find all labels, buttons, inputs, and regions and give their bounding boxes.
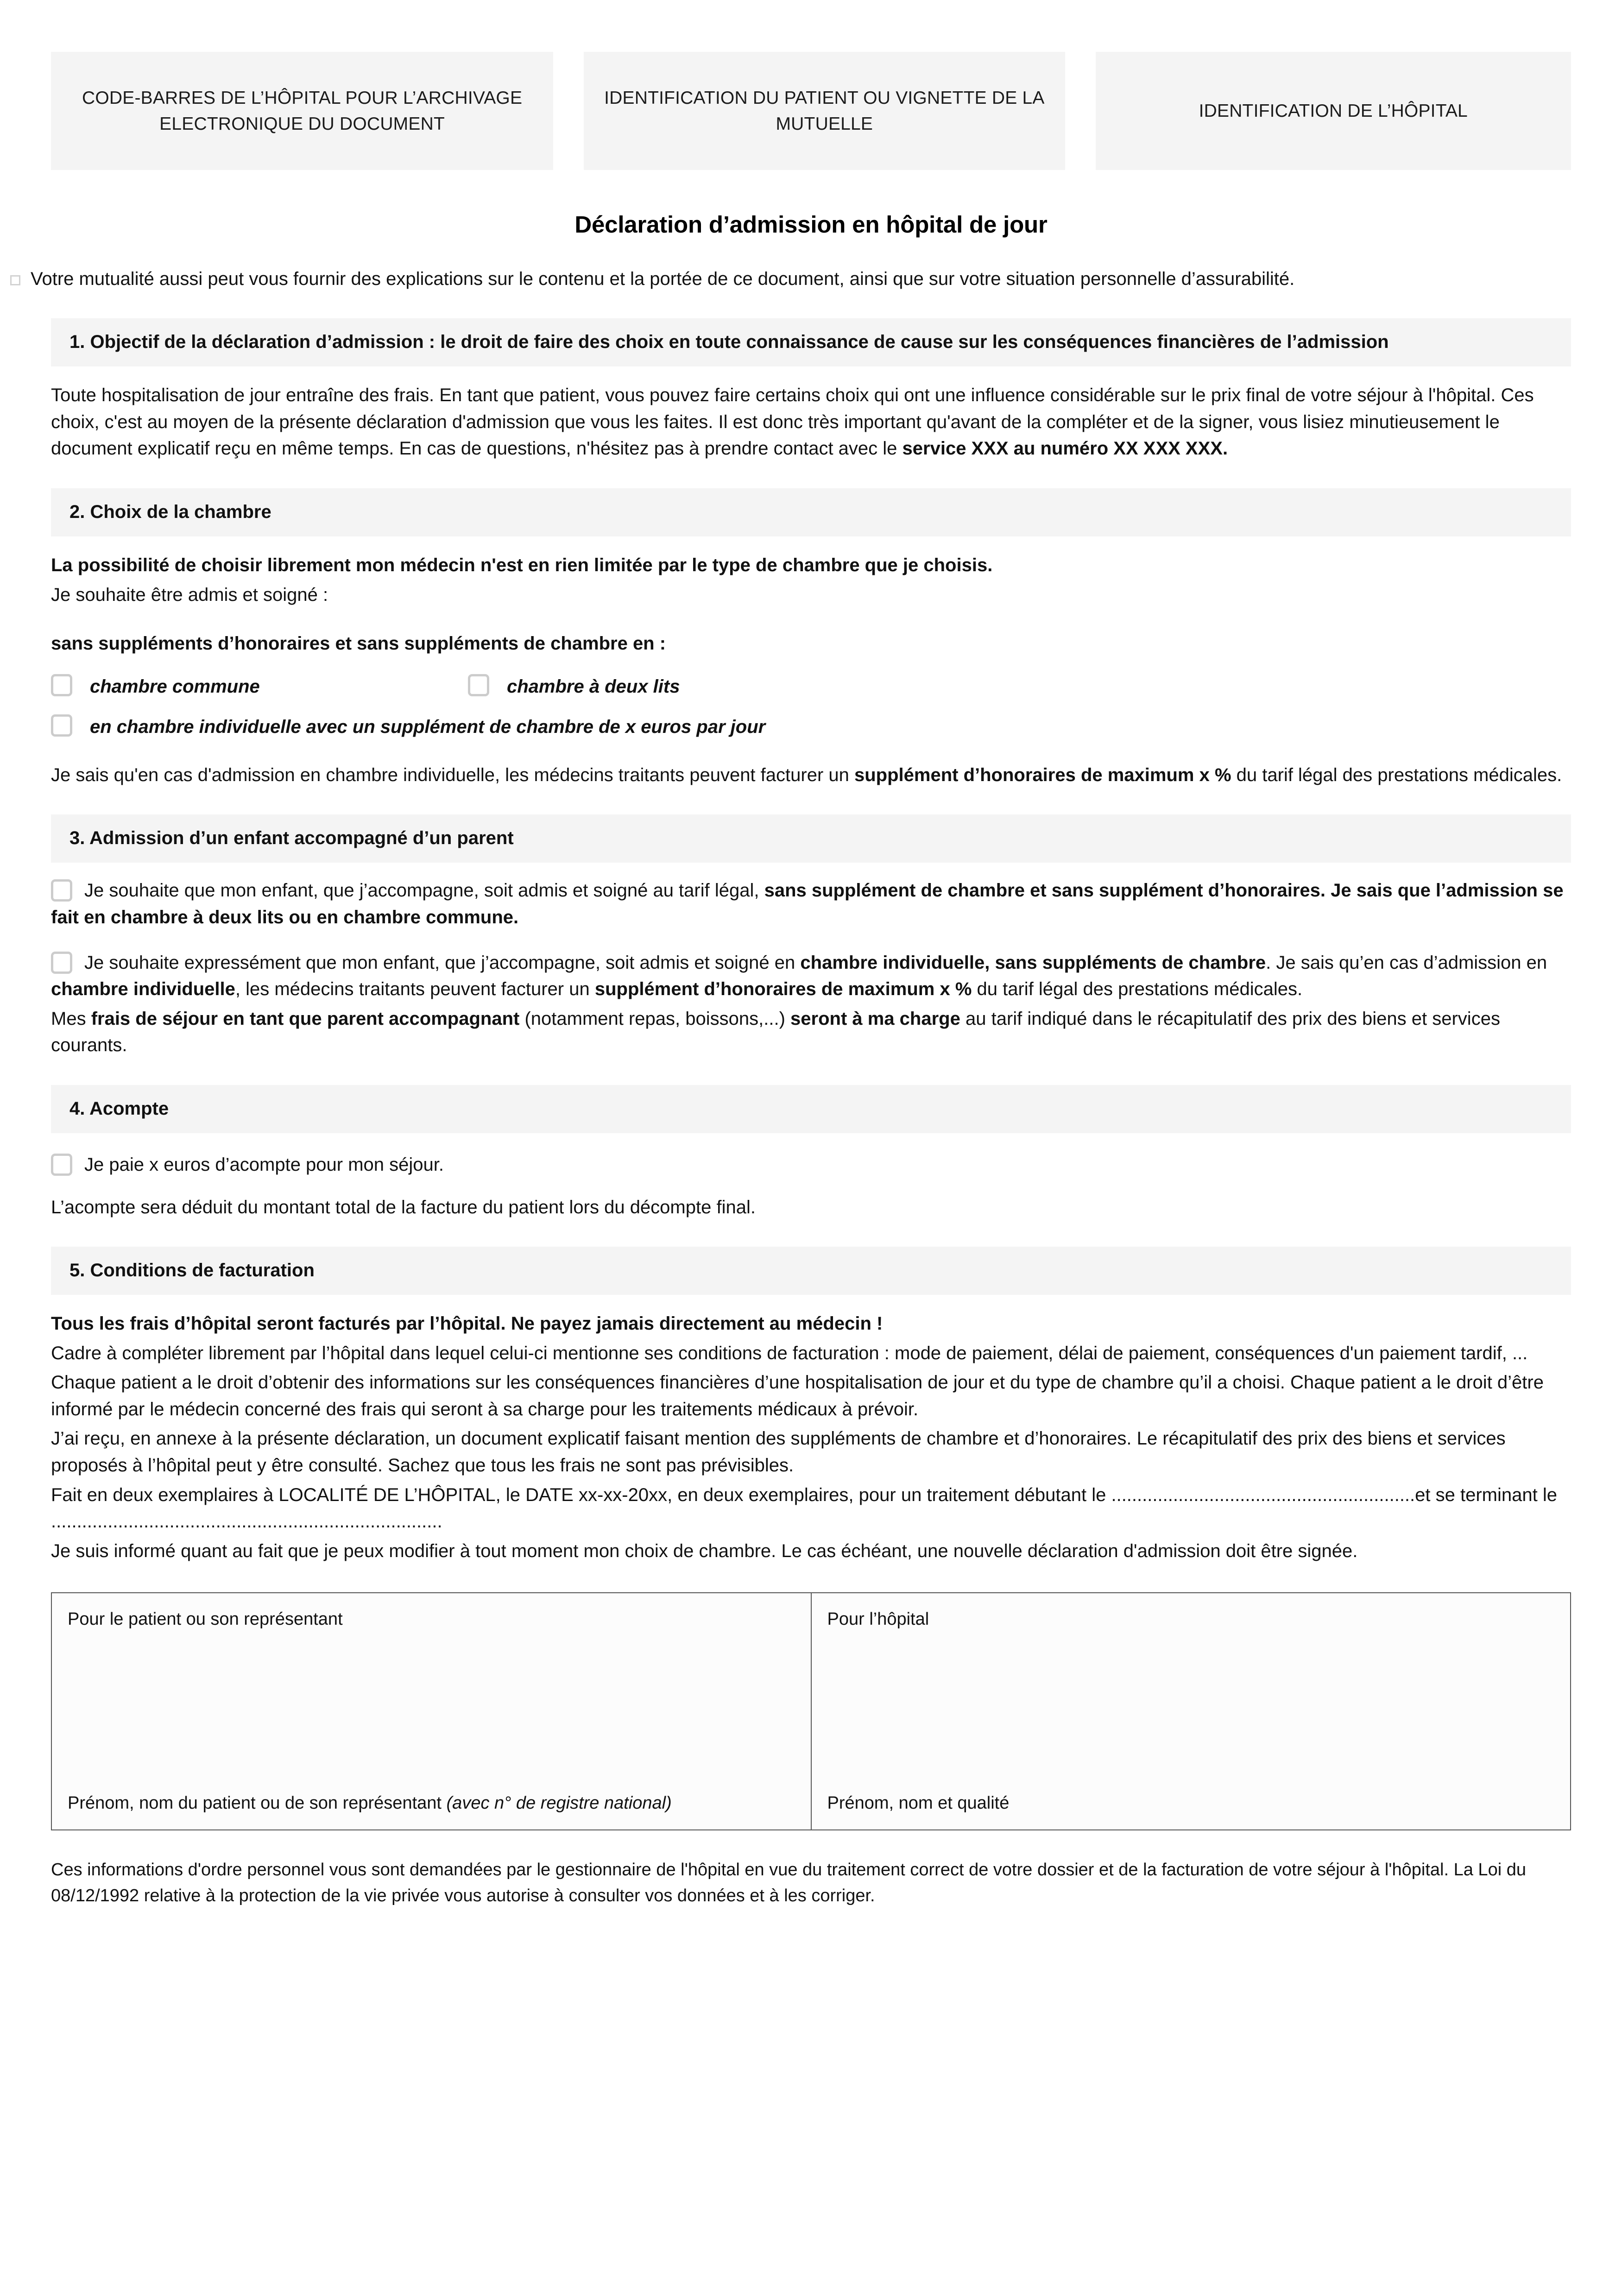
section-1-heading xyxy=(69,328,1553,355)
hospital-identification-label: IDENTIFICATION DE L’HÔPITAL xyxy=(1199,101,1468,121)
section-3-heading-band xyxy=(51,814,1571,863)
checkbox-chambre-individuelle[interactable] xyxy=(51,714,72,737)
section-3-option-2-f: supplément d’honoraires de maximum x % xyxy=(594,979,972,1000)
section-2-note xyxy=(51,762,1571,789)
section-3-parent-d: seront à ma charge xyxy=(790,1008,960,1029)
section-3-parent-e: au tarif indiqué dans le récapitulatif des prix des biens et services courants. xyxy=(51,1008,1500,1056)
signature-cell-hospital-title[interactable] xyxy=(811,1593,1571,1714)
signature-patient-title-label: Pour le patient ou son représentant xyxy=(68,1609,343,1629)
section-5-paragraph-2: Cadre à compléter librement par l’hôpital dans lequel celui-ci mentionne ses conditions de facturation : mode de paiement, délai de paiement, conséquences d'un paiement tardif, ... xyxy=(51,1343,1528,1363)
header-boxes-row xyxy=(51,0,1571,170)
section-1-heading-text: Objectif de la déclaration d’admission : le droit de faire des choix en toute connaissance de cause sur les conséquences financières de l’admission xyxy=(90,332,1389,353)
section-5-dotted-line-1[interactable]: ........................................................... xyxy=(1111,1484,1415,1505)
section-1-heading-band xyxy=(51,318,1571,366)
section-3-option-2-b: chambre individuelle, sans suppléments de chambre xyxy=(800,952,1266,973)
section-3-option-2-g: du tarif légal des prestations médicales. xyxy=(972,979,1303,1000)
section-5-dates-a: Fait en deux exemplaires à LOCALITÉ DE L’HÔPITAL, le DATE xx-xx-20xx, en deux exemplaires, pour un traitement débutant le xyxy=(51,1484,1111,1505)
checkbox-acompte[interactable] xyxy=(51,1154,72,1176)
section-5-dates-b: et se terminant le xyxy=(1415,1484,1557,1505)
section-4-option[interactable] xyxy=(51,1152,1571,1179)
square-bullet-icon xyxy=(10,275,20,285)
signature-patient-name-italic: (avec n° de registre national) xyxy=(446,1793,672,1813)
section-3-option-2-d: chambre individuelle xyxy=(51,979,235,1000)
section-4-note: L’acompte sera déduit du montant total de la facture du patient lors du décompte final. xyxy=(51,1197,756,1217)
patient-identification-label: IDENTIFICATION DU PATIENT OU VIGNETTE DE LA MUTUELLE xyxy=(604,88,1045,134)
section-3-option-2[interactable] xyxy=(51,950,1571,1003)
section-4-heading-band xyxy=(51,1085,1571,1133)
section-1-paragraph xyxy=(51,382,1571,462)
intro-text: Votre mutualité aussi peut vous fournir des explications sur le contenu et la portée de ce document, ainsi que sur votre situation personnelle d’assurabilité. xyxy=(31,269,1295,289)
signature-hospital-name-label: Prénom, nom et qualité xyxy=(827,1793,1010,1813)
section-3-parent-costs xyxy=(51,1006,1571,1059)
section-3-option-1-normal: Je souhaite que mon enfant, que j’accompagne, soit admis et soigné au tarif légal, xyxy=(84,880,764,901)
intro-block xyxy=(31,266,1571,292)
barcode-archive-box xyxy=(51,52,553,170)
section-2-heading: 2. Choix de la chambre xyxy=(69,501,271,522)
signature-cell-patient-name[interactable] xyxy=(51,1714,811,1830)
section-5-dates-line xyxy=(51,1482,1571,1535)
section-5-paragraph-4: J’ai reçu, en annexe à la présente déclaration, un document explicatif faisant mention des suppléments de chambre et d’honoraires. Le récapitulatif des prix des biens et services proposés à l’hôpital peut y être consulté. Sachez que tous les frais ne sont pas prévisibles. xyxy=(51,1428,1506,1476)
option-chambre-individuelle-label: en chambre individuelle avec un supplément de chambre de x euros par jour xyxy=(90,716,766,737)
section-5-paragraph-3: Chaque patient a le droit d’obtenir des informations sur les conséquences financières d’une hospitalisation de jour et du type de chambre qu’il a choisi. Chaque patient a le droit d’être informé par le médecin concerné des frais qui seront à sa charge pour les traitements médicaux à prévoir. xyxy=(51,1372,1544,1419)
option-chambre-deux-lits-label: chambre à deux lits xyxy=(507,676,680,697)
section-2-heading-band xyxy=(51,488,1571,536)
section-1-number: 1. xyxy=(69,332,85,353)
option-chambre-commune-label: chambre commune xyxy=(90,676,260,697)
section-3-option-1[interactable] xyxy=(51,877,1571,931)
signature-table-row-top xyxy=(51,1593,1571,1714)
checkbox-chambre-commune[interactable] xyxy=(51,674,72,696)
checkbox-enfant-tarif-legal[interactable] xyxy=(51,879,72,902)
option-chambre-commune[interactable] xyxy=(51,674,468,698)
section-2-note-part1: Je sais qu'en cas d'admission en chambre individuelle, les médecins traitants peuvent facturer un xyxy=(51,764,854,785)
section-3-option-2-a: Je souhaite expressément que mon enfant, que j’accompagne, soit admis et soigné en xyxy=(84,952,801,973)
checkbox-chambre-deux-lits[interactable] xyxy=(468,674,489,696)
section-2-subheading: sans suppléments d’honoraires et sans suppléments de chambre en : xyxy=(51,633,666,654)
section-4-option-label: Je paie x euros d’acompte pour mon séjour. xyxy=(84,1154,444,1175)
signature-cell-patient-title[interactable] xyxy=(51,1593,811,1714)
section-2-lead-bold: La possibilité de choisir librement mon médecin n'est en rien limitée par le type de chambre que je choisis. xyxy=(51,555,993,575)
section-1-service-number: service XXX au numéro XX XXX XXX. xyxy=(902,438,1228,459)
signature-table-row-bottom xyxy=(51,1714,1571,1830)
signature-patient-name-label: Prénom, nom du patient ou de son représentant xyxy=(68,1793,447,1813)
option-chambre-individuelle[interactable] xyxy=(51,714,765,738)
barcode-archive-label: CODE-BARRES DE L’HÔPITAL POUR L’ARCHIVAGE ELECTRONIQUE DU DOCUMENT xyxy=(82,88,523,134)
section-5-dotted-line-2[interactable]: ............................................................................ xyxy=(51,1511,442,1532)
section-3-option-2-c: . Je sais qu’en cas d’admission en xyxy=(1266,952,1547,973)
signature-table xyxy=(51,1592,1571,1830)
section-3-heading: 3. Admission d’un enfant accompagné d’un parent xyxy=(69,828,514,849)
section-2-lead-normal: Je souhaite être admis et soigné : xyxy=(51,584,328,605)
section-1-paragraph-text: Toute hospitalisation de jour entraîne des frais. En tant que patient, vous pouvez faire certains choix qui ont une influence considérable sur le prix final de votre séjour à l'hôpital. Ces choix, c'est au moyen de la présente déclaration d'admission que vous les faites. Il est donc très important qu'avant de la compléter et de la signer, vous lisiez minutieusement le document explicatif reçu en même temps. En cas de questions, n'hésitez pas à prendre contact avec le xyxy=(51,385,1534,459)
option-chambre-deux-lits[interactable] xyxy=(468,674,680,698)
section-5-paragraph-6: Je suis informé quant au fait que je peux modifier à tout moment mon choix de chambre. Le cas échéant, une nouvelle déclaration d'admission doit être signée. xyxy=(51,1540,1358,1561)
signature-cell-hospital-name[interactable] xyxy=(811,1714,1571,1830)
section-5-heading: 5. Conditions de facturation xyxy=(69,1260,315,1281)
privacy-footer-note: Ces informations d'ordre personnel vous sont demandées par le gestionnaire de l'hôpital en vue du traitement correct de votre dossier et de la facturation de votre séjour à l'hôpital. La Loi du 08/12/1992 relative à la protection de la vie privée vous autorise à consulter vos données et à les corriger. xyxy=(51,1860,1526,1905)
section-3-parent-b: frais de séjour en tant que parent accompagnant xyxy=(91,1008,520,1029)
section-3-option-1-bold: sans supplément de chambre et sans supplément d’honoraires. Je sais que l’admission se fait en chambre à deux lits ou en chambre commune. xyxy=(51,880,1564,927)
section-3-parent-a: Mes xyxy=(51,1008,91,1029)
hospital-identification-box xyxy=(1096,52,1571,170)
section-5-paragraph-1: Tous les frais d’hôpital seront facturés par l’hôpital. Ne payez jamais directement au médecin ! xyxy=(51,1313,883,1334)
signature-hospital-title-label: Pour l’hôpital xyxy=(827,1609,929,1629)
section-4-heading: 4. Acompte xyxy=(69,1098,169,1119)
patient-identification-box xyxy=(584,52,1065,170)
section-3-parent-c: (notamment repas, boissons,...) xyxy=(519,1008,791,1029)
section-2-options-row-1 xyxy=(51,674,1571,698)
section-2-note-part2: du tarif légal des prestations médicales. xyxy=(1231,764,1562,785)
section-5-heading-band xyxy=(51,1247,1571,1295)
section-2-note-bold: supplément d’honoraires de maximum x % xyxy=(854,764,1231,785)
page-title: Déclaration d’admission en hôpital de jour xyxy=(574,211,1048,238)
section-3-option-2-e: , les médecins traitants peuvent facturer un xyxy=(235,979,595,1000)
section-2-options-row-2 xyxy=(51,714,1571,738)
checkbox-enfant-chambre-individuelle[interactable] xyxy=(51,952,72,974)
